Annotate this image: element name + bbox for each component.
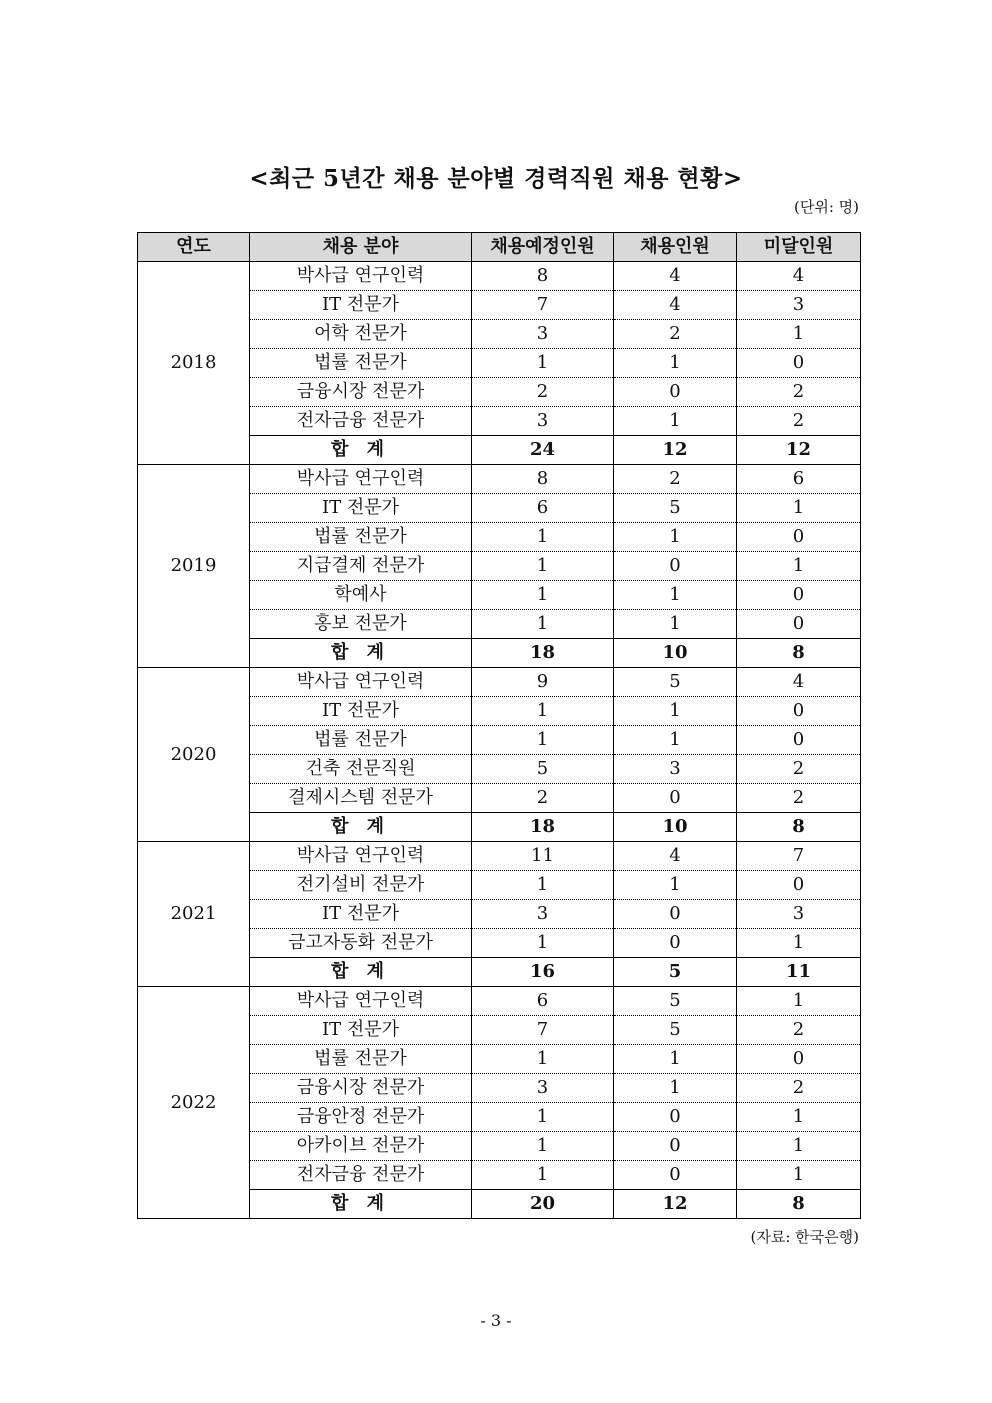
table-row — [138, 987, 861, 1016]
shortfall-cell: 7 — [737, 842, 861, 871]
field-cell: 아카이브 전문가 — [250, 1132, 472, 1161]
total-hired-cell: 12 — [614, 1190, 737, 1219]
hired-cell: 4 — [614, 291, 737, 320]
hired-cell: 0 — [614, 900, 737, 929]
header-hired: 채용인원 — [614, 233, 737, 262]
hired-cell: 1 — [614, 407, 737, 436]
planned-cell: 1 — [472, 1161, 614, 1190]
recruitment-table — [137, 232, 861, 1219]
year-cell: 2018 — [138, 262, 250, 465]
planned-cell: 3 — [472, 1074, 614, 1103]
hired-cell: 0 — [614, 784, 737, 813]
header-year: 연도 — [138, 233, 250, 262]
field-cell: 박사급 연구인력 — [250, 262, 472, 291]
field-cell: IT 전문가 — [250, 900, 472, 929]
planned-cell: 1 — [472, 1045, 614, 1074]
hired-cell: 5 — [614, 1016, 737, 1045]
year-cell: 2022 — [138, 987, 250, 1219]
field-cell: IT 전문가 — [250, 494, 472, 523]
shortfall-cell: 6 — [737, 465, 861, 494]
field-cell: 박사급 연구인력 — [250, 668, 472, 697]
planned-cell: 7 — [472, 291, 614, 320]
total-planned-cell: 18 — [472, 639, 614, 668]
hired-cell: 5 — [614, 987, 737, 1016]
year-cell: 2019 — [138, 465, 250, 668]
shortfall-cell: 1 — [737, 987, 861, 1016]
planned-cell: 2 — [472, 378, 614, 407]
shortfall-cell: 0 — [737, 1045, 861, 1074]
planned-cell: 1 — [472, 871, 614, 900]
hired-cell: 5 — [614, 668, 737, 697]
shortfall-cell: 0 — [737, 610, 861, 639]
shortfall-cell: 2 — [737, 378, 861, 407]
planned-cell: 11 — [472, 842, 614, 871]
table-row — [138, 842, 861, 871]
total-label-cell: 합 계 — [250, 958, 472, 987]
planned-cell: 8 — [472, 465, 614, 494]
table-row — [138, 465, 861, 494]
shortfall-cell: 0 — [737, 523, 861, 552]
page-number: - 3 - — [480, 1311, 512, 1330]
field-cell: 지급결제 전문가 — [250, 552, 472, 581]
hired-cell: 4 — [614, 842, 737, 871]
source-note: (자료: 한국은행) — [750, 1228, 859, 1246]
shortfall-cell: 4 — [737, 262, 861, 291]
total-label-cell: 합 계 — [250, 436, 472, 465]
planned-cell: 3 — [472, 900, 614, 929]
shortfall-cell: 1 — [737, 1132, 861, 1161]
header-shortfall: 미달인원 — [737, 233, 861, 262]
hired-cell: 1 — [614, 1074, 737, 1103]
table-header — [138, 233, 861, 262]
shortfall-cell: 0 — [737, 581, 861, 610]
year-cell: 2020 — [138, 668, 250, 842]
planned-cell: 1 — [472, 523, 614, 552]
field-cell: IT 전문가 — [250, 697, 472, 726]
hired-cell: 0 — [614, 929, 737, 958]
shortfall-cell: 1 — [737, 1161, 861, 1190]
planned-cell: 6 — [472, 494, 614, 523]
field-cell: 건축 전문직원 — [250, 755, 472, 784]
shortfall-cell: 1 — [737, 320, 861, 349]
total-hired-cell: 5 — [614, 958, 737, 987]
shortfall-cell: 2 — [737, 755, 861, 784]
field-cell: 금융시장 전문가 — [250, 1074, 472, 1103]
shortfall-cell: 3 — [737, 291, 861, 320]
field-cell: 전자금융 전문가 — [250, 1161, 472, 1190]
table-body — [138, 262, 861, 1219]
hired-cell: 1 — [614, 349, 737, 378]
total-planned-cell: 16 — [472, 958, 614, 987]
field-cell: 전기설비 전문가 — [250, 871, 472, 900]
shortfall-cell: 2 — [737, 1074, 861, 1103]
planned-cell: 1 — [472, 581, 614, 610]
shortfall-cell: 0 — [737, 349, 861, 378]
hired-cell: 0 — [614, 1161, 737, 1190]
planned-cell: 9 — [472, 668, 614, 697]
planned-cell: 1 — [472, 1103, 614, 1132]
shortfall-cell: 4 — [737, 668, 861, 697]
planned-cell: 3 — [472, 407, 614, 436]
total-shortfall-cell: 8 — [737, 639, 861, 668]
shortfall-cell: 1 — [737, 552, 861, 581]
field-cell: 박사급 연구인력 — [250, 842, 472, 871]
total-label-cell: 합 계 — [250, 1190, 472, 1219]
shortfall-cell: 1 — [737, 1103, 861, 1132]
field-cell: 법률 전문가 — [250, 349, 472, 378]
hired-cell: 2 — [614, 320, 737, 349]
total-planned-cell: 24 — [472, 436, 614, 465]
field-cell: 홍보 전문가 — [250, 610, 472, 639]
field-cell: IT 전문가 — [250, 291, 472, 320]
planned-cell: 1 — [472, 610, 614, 639]
planned-cell: 2 — [472, 784, 614, 813]
field-cell: 전자금융 전문가 — [250, 407, 472, 436]
field-cell: 박사급 연구인력 — [250, 987, 472, 1016]
table-row — [138, 668, 861, 697]
hired-cell: 0 — [614, 1103, 737, 1132]
header-row — [138, 233, 861, 262]
planned-cell: 1 — [472, 552, 614, 581]
field-cell: 금융시장 전문가 — [250, 378, 472, 407]
shortfall-cell: 2 — [737, 407, 861, 436]
hired-cell: 1 — [614, 523, 737, 552]
field-cell: 어학 전문가 — [250, 320, 472, 349]
shortfall-cell: 1 — [737, 929, 861, 958]
header-field: 채용 분야 — [250, 233, 472, 262]
hired-cell: 1 — [614, 1045, 737, 1074]
shortfall-cell: 0 — [737, 726, 861, 755]
field-cell: 결제시스템 전문가 — [250, 784, 472, 813]
planned-cell: 1 — [472, 726, 614, 755]
hired-cell: 5 — [614, 494, 737, 523]
shortfall-cell: 2 — [737, 1016, 861, 1045]
total-hired-cell: 10 — [614, 813, 737, 842]
planned-cell: 8 — [472, 262, 614, 291]
total-shortfall-cell: 8 — [737, 1190, 861, 1219]
field-cell: 법률 전문가 — [250, 1045, 472, 1074]
shortfall-cell: 1 — [737, 494, 861, 523]
planned-cell: 7 — [472, 1016, 614, 1045]
total-hired-cell: 12 — [614, 436, 737, 465]
total-shortfall-cell: 12 — [737, 436, 861, 465]
planned-cell: 3 — [472, 320, 614, 349]
year-cell: 2021 — [138, 842, 250, 987]
total-shortfall-cell: 11 — [737, 958, 861, 987]
field-cell: 금고자동화 전문가 — [250, 929, 472, 958]
planned-cell: 6 — [472, 987, 614, 1016]
total-label-cell: 합 계 — [250, 639, 472, 668]
total-planned-cell: 20 — [472, 1190, 614, 1219]
total-label-cell: 합 계 — [250, 813, 472, 842]
hired-cell: 2 — [614, 465, 737, 494]
hired-cell: 1 — [614, 697, 737, 726]
shortfall-cell: 0 — [737, 871, 861, 900]
hired-cell: 1 — [614, 581, 737, 610]
document-title: <최근 5년간 채용 분야별 경력직원 채용 현황> — [249, 165, 743, 192]
table-row — [138, 262, 861, 291]
total-shortfall-cell: 8 — [737, 813, 861, 842]
hired-cell: 1 — [614, 871, 737, 900]
shortfall-cell: 2 — [737, 784, 861, 813]
shortfall-cell: 0 — [737, 697, 861, 726]
hired-cell: 1 — [614, 610, 737, 639]
planned-cell: 1 — [472, 929, 614, 958]
planned-cell: 1 — [472, 349, 614, 378]
planned-cell: 1 — [472, 697, 614, 726]
unit-note: (단위: 명) — [794, 198, 859, 216]
field-cell: 박사급 연구인력 — [250, 465, 472, 494]
shortfall-cell: 3 — [737, 900, 861, 929]
field-cell: 법률 전문가 — [250, 726, 472, 755]
planned-cell: 5 — [472, 755, 614, 784]
field-cell: IT 전문가 — [250, 1016, 472, 1045]
planned-cell: 1 — [472, 1132, 614, 1161]
hired-cell: 1 — [614, 726, 737, 755]
hired-cell: 3 — [614, 755, 737, 784]
hired-cell: 0 — [614, 1132, 737, 1161]
field-cell: 학예사 — [250, 581, 472, 610]
header-planned: 채용예정인원 — [472, 233, 614, 262]
hired-cell: 0 — [614, 378, 737, 407]
hired-cell: 4 — [614, 262, 737, 291]
total-planned-cell: 18 — [472, 813, 614, 842]
hired-cell: 0 — [614, 552, 737, 581]
total-hired-cell: 10 — [614, 639, 737, 668]
field-cell: 법률 전문가 — [250, 523, 472, 552]
field-cell: 금융안정 전문가 — [250, 1103, 472, 1132]
